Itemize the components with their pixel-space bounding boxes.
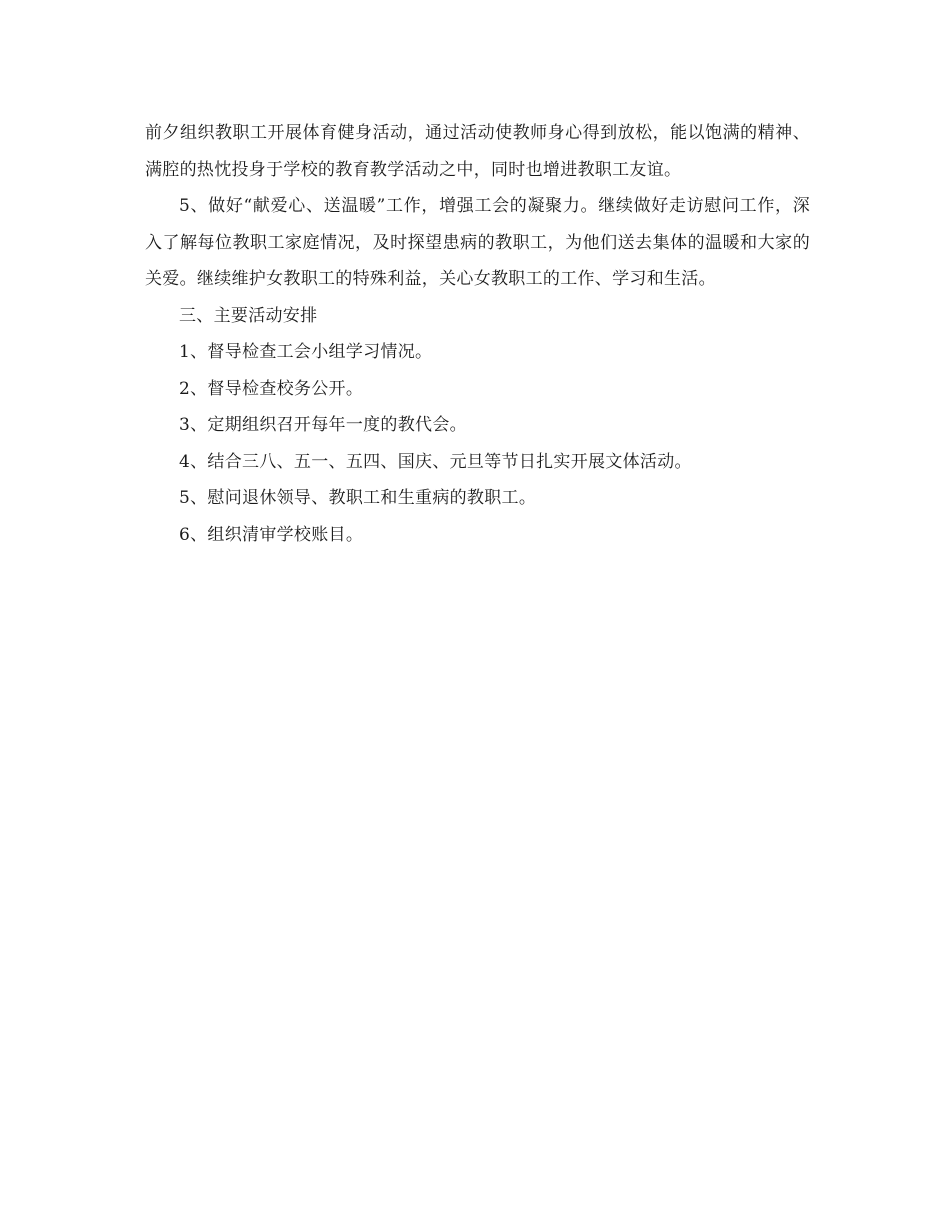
- paragraph-item-5: 5、做好“献爱心、送温暖”工作，增强工会的凝聚力。继续做好走访慰问工作，深入了解每位教职工家庭情况，及时探望患病的教职工，为他们送去集体的温暖和大家的关爱。继续维护女教职工的特殊利益，关心女教职工的工作、学习和生活。: [145, 196, 810, 289]
- activity-item-6: 6、组织清审学校账目。: [179, 524, 364, 545]
- document-body: [145, 115, 810, 553]
- activity-item-2: 2、督导检查校务公开。: [179, 378, 364, 399]
- paragraph-continuation: 前夕组织教职工开展体育健身活动，通过活动使教师身心得到放松，能以饱满的精神、满腔的热忱投身于学校的教育教学活动之中，同时也增进教职工友谊。: [145, 123, 810, 180]
- activity-item-3: 3、定期组织召开每年一度的教代会。: [179, 415, 467, 435]
- section-heading-main-activities: 三、主要活动安排: [179, 305, 318, 326]
- activity-item-5: 5、慰问退休领导、教职工和生重病的教职工。: [179, 488, 537, 508]
- activity-item-4: 4、结合三八、五一、五四、国庆、元旦等节日扎实开展文体活动。: [179, 451, 692, 472]
- activity-item-1: 1、督导检查工会小组学习情况。: [179, 342, 433, 362]
